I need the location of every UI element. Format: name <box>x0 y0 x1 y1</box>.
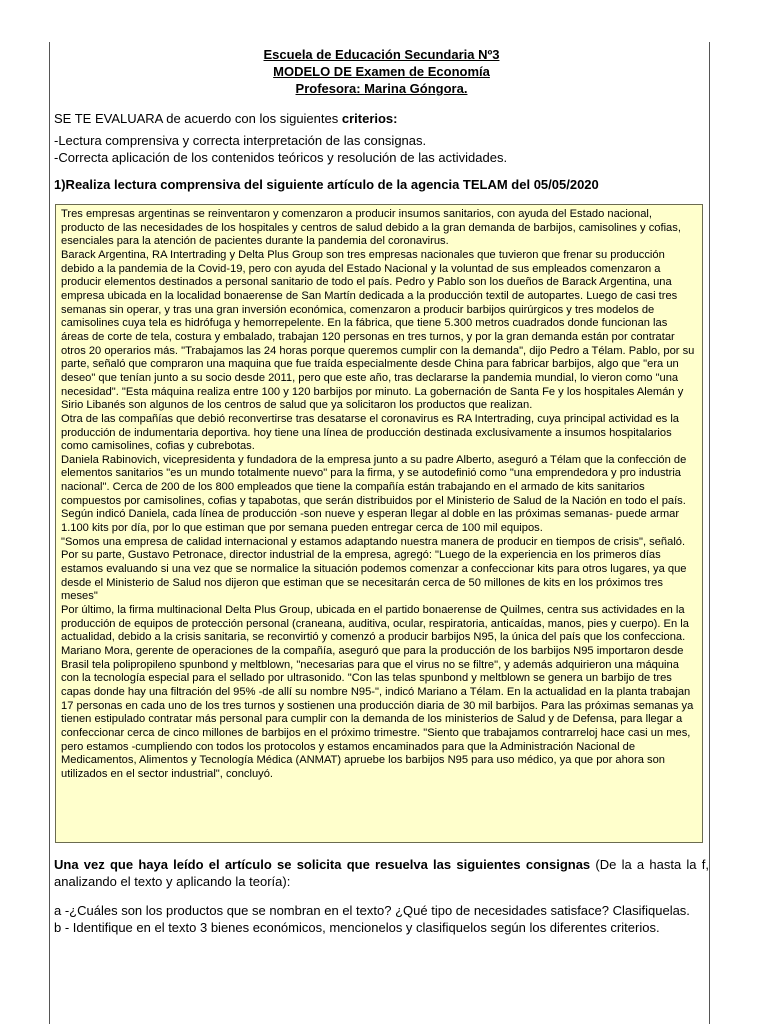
article-paragraph: Por último, la firma multinacional Delta Plus Group, ubicada en el partido bonaerense de Quilmes, centra sus actividades en la producción de equipos de protección personal (craneana, auditiva, ocular, respiratoria, anticaídas, manos, pies y cuerpo). En la actualidad, debido a la crisis sanitaria, se reconvirtió y comenzó a producir barbijos N95, la única del país que los confecciona. Mariano Mora, gerente de operaciones de la compañía, aseguró que para la producción de los barbijos N95 importaron desde Brasil tela polipropileno spunbond y meltblown, "necesarias para que el virus no se filtre", y además adquirieron una máquina con la tecnología especial para el sellado por ultrasonido. "Con las telas spunbond y meltblown se genera un barbijo de tres capas donde hay una filtración del 95% -de allí su nombre N95-", indicó Mariano a Télam. En la actualidad en la planta trabajan 17 personas en cada uno de los tres turnos y sostienen una producción diaria de 30 mil barbijos. Para las próximas semanas ya tienen estipulado contratar más personal para cumplir con la demanda de los ministerios de Salud y de Defensa, para llegar a confeccionar cerca de cinco millones de barbijos en el próximo trimestre. "Siento que trabajamos contrarreloj hace casi un mes, pero estamos -cumpliendo con todos los protocolos y estamos encaminados para que la Administración Nacional de Medicamentos, Alimentos y Tecnología Médica (ANMAT) apruebe los barbijos N95 para uso médico, ya que por ahora son utilizados en el sector industrial", concluyó. <box>61 604 694 780</box>
page-left-border <box>49 42 50 1024</box>
article-paragraph: Barack Argentina, RA Intertrading y Delta Plus Group son tres empresas nacionales que tuvieron que frenar su producción debido a la pandemia de la Covid-19, pero con ayuda del Estado Nacional y la voluntad de sus empleados comenzaron a producir elementos destinados a personal sanitario de todo el país. Pedro y Pablo son los dueños de Barack Argentina, una empresa ubicada en la localidad bonaerense de San Martín dedicada a la producción textil de autopartes. Luego de casi tres semanas sin operar, y tras una gran inversión económica, comenzaron a producir barbijos quirúrgicos y tres modelos de camisolines cuya tela es hidrófuga y hemorrepelente. En la fábrica, que tiene 5.300 metros cuadrados donde funcionan las áreas de corte de tela, costura y embalado, trabajan 120 personas en tres turnos, y por la gran demanda están por contratar otros 20 operarios más. "Trabajamos las 24 horas porque queremos cumplir con la demanda", dijo Pedro a Télam. Pablo, por su parte, señaló que compraron una maquina que fue traída especialmente desde China para fabricar barbijos, algo que "era un deseo" que tenían junto a su socio desde 2011, pero que este año, tras declararse la pandemia mundial, lo vieron como "una necesidad". "Esta máquina realiza entre 100 y 120 barbijos por minuto. La gobernación de Santa Fe y los hospitales Alemán y Sirio Libanés son algunos de los centros de salud que ya solicitaron los productos que realizan. <box>61 248 695 412</box>
telam-article-box <box>55 204 703 843</box>
evaluation-criteria <box>54 110 709 166</box>
instruction-item-a: a -¿Cuáles son los productos que se nombran en el texto? ¿Qué tipo de necesidades satisface? Clasifiquelas. <box>54 903 690 918</box>
exam-header <box>54 46 709 97</box>
instructions-intro: Una vez que haya leído el artículo se solicita que resuelva las siguientes consignas (De la a hasta la f, analizando el texto y aplicando la teoría): <box>54 857 709 889</box>
article-paragraph: Otra de las compañías que debió reconvertirse tras desatarse el coronavirus es RA Intertrading, cuya principal actividad es la producción de indumentaria deportiva. hoy tiene una línea de producción destinada exclusivamente a insumos hospitalarios como camisolines, cofias y cubrebotas. <box>61 412 680 453</box>
instructions <box>54 856 709 936</box>
exam-title: MODELO DE Examen de Economía <box>273 64 490 79</box>
criteria-item: -Correcta aplicación de los contenidos teóricos y resolución de las actividades. <box>54 150 508 165</box>
question-1-heading: 1)Realiza lectura comprensiva del siguiente artículo de la agencia TELAM del 05/05/2020 <box>54 177 599 192</box>
criteria-item: -Lectura comprensiva y correcta interpretación de las consignas. <box>54 133 427 148</box>
exam-page <box>54 46 709 936</box>
page-right-border <box>709 42 710 1024</box>
article-paragraph: Daniela Rabinovich, vicepresidenta y fundadora de la empresa junto a su padre Alberto, aseguró a Télam que la confección de elementos sanitarios "es un mundo totalmente nuevo" para la firma, y se autodefinió como "una emprendedora y pro industria nacional". Cerca de 200 de los 800 empleados que tiene la compañía están trabajando en el armado de kits sanitarios compuestos por camisolines, cofias y tapabotas, que serán distribuidos por el Ministerio de Salud de la Nación en todo el país. Según indicó Daniela, cada línea de producción -son nueve y esperan llegar al doble en las próximas semanas- puede armar 1.100 kits por día, por lo que estiman que por semana pueden entregar cerca de 100 mil equipos. <box>61 453 687 535</box>
school-name: Escuela de Educación Secundaria Nº3 <box>263 47 500 62</box>
criteria-intro: SE TE EVALUARA de acuerdo con los siguientes criterios: <box>54 111 398 126</box>
teacher-name: Profesora: Marina Góngora. <box>295 81 468 96</box>
article-paragraph: "Somos una empresa de calidad internacional y estamos adaptando nuestra manera de producir en tiempos de crisis", señaló. Por su parte, Gustavo Petronace, director industrial de la empresa, agregó: "Luego de la experiencia en los primeros días estamos evaluando si una vez que se normalice la situación podemos comenzar a confeccionar kits para otros lugares, ya que desde el Ministerio de Salud nos dijeron que estiman que se necesitarán cerca de 50 millones de kits en los próximos tres meses" <box>61 535 687 603</box>
article-paragraph: Tres empresas argentinas se reinventaron y comenzaron a producir insumos sanitarios, con ayuda del Estado nacional, producto de las necesidades de los hospitales y centros de salud debido a la gran demanda de barbijos, camisolines y cofias, esenciales para la atención de pacientes durante la pandemia del coronavirus. <box>61 208 681 248</box>
instruction-item-b: b - Identifique en el texto 3 bienes económicos, mencionelos y clasifiquelos según los diferentes criterios. <box>54 920 660 935</box>
